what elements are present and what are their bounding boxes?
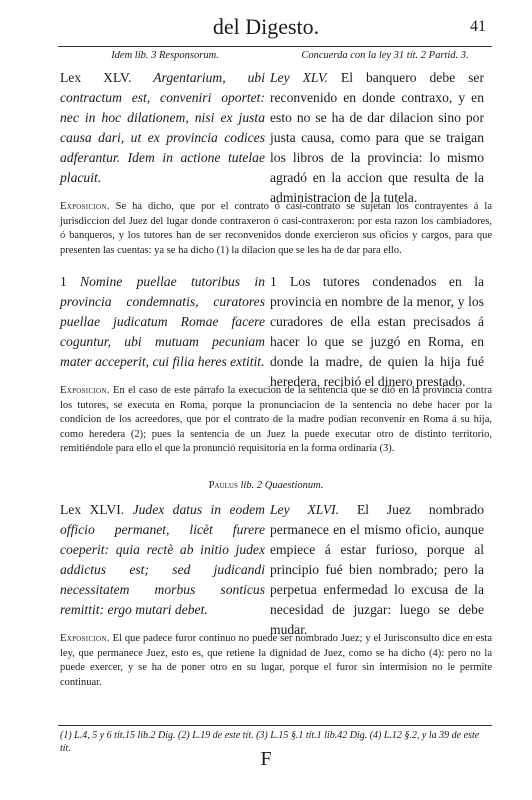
exposition-label: Exposicion. xyxy=(60,201,110,212)
exposition-paragraph-1 xyxy=(60,384,492,457)
concordance-citation: Concuerda con la ley 31 tít. 2 Partid. 3. xyxy=(301,50,469,61)
paragraph-number: 1 xyxy=(60,274,67,289)
footnotes: (1) L.4, 5 y 6 tít.15 lib.2 Dig. (2) L.19 de este tít. (3) L.15 §.1 tít.1 lib.42 Dig. (4) L.12 §.2, y la 39 de este tít. xyxy=(60,730,480,754)
latin-paragraph-1 xyxy=(60,272,265,372)
page-number: 41 xyxy=(470,18,486,35)
spanish-paragraph-text: Los tutores condenados en la provincia en nombre de la menor, y los curadores de ella estan precisados á hacer lo que se juzgó en Roma, en donde la madre, de quien la hija fué heredera, recibió el dinero prestado. xyxy=(270,274,484,389)
source-author: Paulus xyxy=(208,480,238,491)
latin-law-heading: Lex XLV. xyxy=(60,70,132,85)
paragraph-number: 1 xyxy=(270,274,277,289)
latin-paragraph-text: Nomine puellae tutoribus in provincia condemnatis, curatores puellae judicatum Romae facere coguntur, ubi mutuam pecuniam mater acceperit, cui filia heres extitit. xyxy=(60,274,265,369)
exposition-label: Exposicion. xyxy=(60,385,110,396)
source-work: lib. 2 Quaestionum. xyxy=(240,480,324,491)
spanish-law-heading: Ley XLVI. xyxy=(270,502,340,517)
spanish-law-46 xyxy=(270,500,484,640)
exposition-label: Exposicion. xyxy=(60,633,110,644)
spanish-law-heading: Ley XLV. xyxy=(270,70,328,85)
header-rule xyxy=(58,46,492,47)
footnote-rule xyxy=(58,725,492,726)
latin-law-text: Argentarium, ubi contractum est, conveniri oportet: nec in hoc dilationem, nisi ex justa causa dari, ut ex provincia codices adferantur. Idem in actione tutelae placuit. xyxy=(60,70,265,185)
latin-law-45 xyxy=(60,68,265,188)
latin-law-text: Judex datus in eodem officio permanet, licèt furere coeperit: quia rectè ab initio judex addictus est; sed judicandi necessitatem morbus sonticus remittit: ergo mutari debet. xyxy=(60,502,265,617)
signature-mark: F xyxy=(260,748,272,770)
exposition-text: En el caso de este párrafo la execucion de la sentencia que se dió en la provincia contra los tutores, se executa en Roma, porque la pronunciacion de la sentencia no debe hacer por la condicion de los acreedores, que por el contrato de la madre podian reconvenir en Roma á su hija, como heredera (2); pues la sentencia de un Juez la puede executar otro de distinto territorio, remitiéndole para ello el que la pronunció requisitoria en la forma ordinaria (3). xyxy=(60,385,492,455)
latin-law-46 xyxy=(60,500,265,620)
spanish-law-text: El banquero debe ser reconvenido en donde contraxo, y en esto no se ha de dar dilacion sino por justa causa, como para que se traigan los libros de la provincia: lo mismo agradó en la accion que resulta de la administracion de la tutela. xyxy=(270,70,484,205)
latin-source-citation: Idem lib. 3 Responsorum. xyxy=(111,50,219,61)
exposition-text: Se ha dicho, que por el contrato ó casi-contrato se sujetan los contrayentes á la jurisdiccion del Juez del lugar donde contraxeron ó casi-contraxeron: por esta razon los cambiadores, ó banqueros, y los tutores han de ser reconvenidos donde exercieron sus oficios y cargos, para que presenten las cuentas: ya se ha dicho (1) la dilacion que se les ha de dar para ello. xyxy=(60,201,492,256)
spanish-law-text: El Juez nombrado permanece en el mismo oficio, aunque empiece á estar furioso, porque al principio fué bien nombrado; pero la perpetua enfermedad lo excusa de la necesidad de juzgar: luego se debe mudar. xyxy=(270,502,484,637)
spanish-law-45 xyxy=(270,68,484,208)
spanish-paragraph-1 xyxy=(270,272,484,392)
page-title: del Digesto. xyxy=(212,14,320,39)
exposition-46 xyxy=(60,632,492,690)
source-citation-46 xyxy=(0,480,532,491)
latin-law-heading: Lex XLVI. xyxy=(60,502,125,517)
exposition-text: El que padece furor continuo no puede ser nombrado Juez; y el Jurisconsulto dice en esta ley, que permanece Juez, esto es, que retiene la dignidad de Juez, como se ha dicho (4): pero no la puede exercer, y se ha de poner otro en su lugar, porque el furor sin intermision no le permite continuar. xyxy=(60,633,492,688)
exposition-45 xyxy=(60,200,492,258)
